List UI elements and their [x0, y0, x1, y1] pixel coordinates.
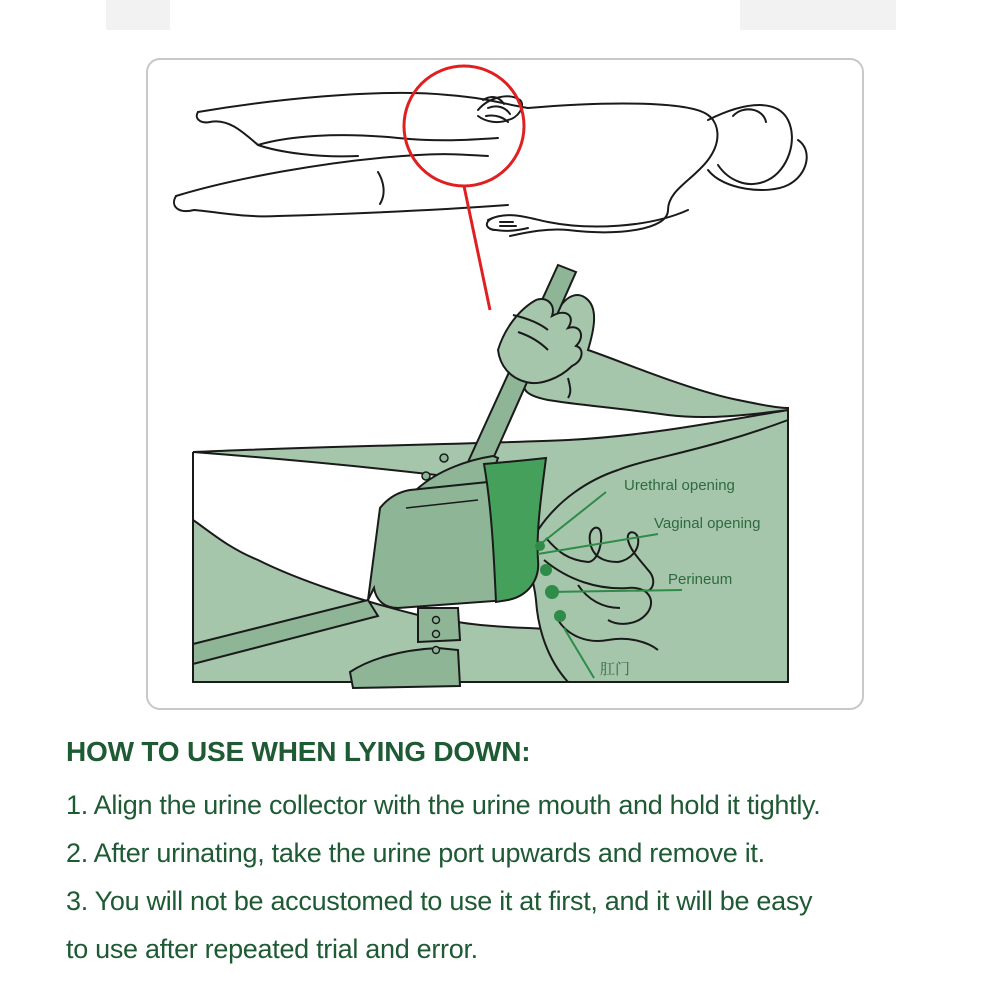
collector-body — [368, 482, 508, 608]
instruction-step: 3. You will not be accustomed to use it at first, and it will be easy — [66, 886, 813, 916]
lying-figure — [174, 93, 807, 236]
highlight-circle — [404, 66, 524, 186]
instructions-heading: HOW TO USE WHEN LYING DOWN: — [66, 736, 531, 767]
label-vaginal-opening: Vaginal opening — [654, 515, 761, 532]
instruction-step: 1. Align the urine collector with the urine mouth and hold it tightly. — [66, 790, 821, 820]
screw-icon — [433, 647, 440, 654]
label-perineum: Perineum — [668, 571, 733, 588]
marker-dot — [540, 564, 552, 576]
marker-dot — [535, 541, 545, 551]
screw-icon — [433, 617, 440, 624]
top-tab-right — [740, 0, 896, 30]
instruction-step: to use after repeated trial and error. — [66, 934, 478, 964]
label-anus: 肛门 — [600, 661, 631, 678]
screw-icon — [433, 631, 440, 638]
marker-dot — [545, 585, 559, 599]
closeup-scene — [193, 265, 788, 688]
instruction-step: 2. After urinating, take the urine port upwards and remove it. — [66, 838, 765, 868]
screw-icon — [422, 472, 430, 480]
instructions-block — [66, 735, 966, 973]
label-urethral-opening: Urethral opening — [624, 477, 735, 494]
usage-diagram — [148, 60, 864, 710]
highlight-connector — [464, 186, 490, 310]
marker-dot — [554, 610, 566, 622]
screw-icon — [440, 454, 448, 462]
top-tab-left — [106, 0, 170, 30]
illustration-frame — [146, 58, 864, 710]
